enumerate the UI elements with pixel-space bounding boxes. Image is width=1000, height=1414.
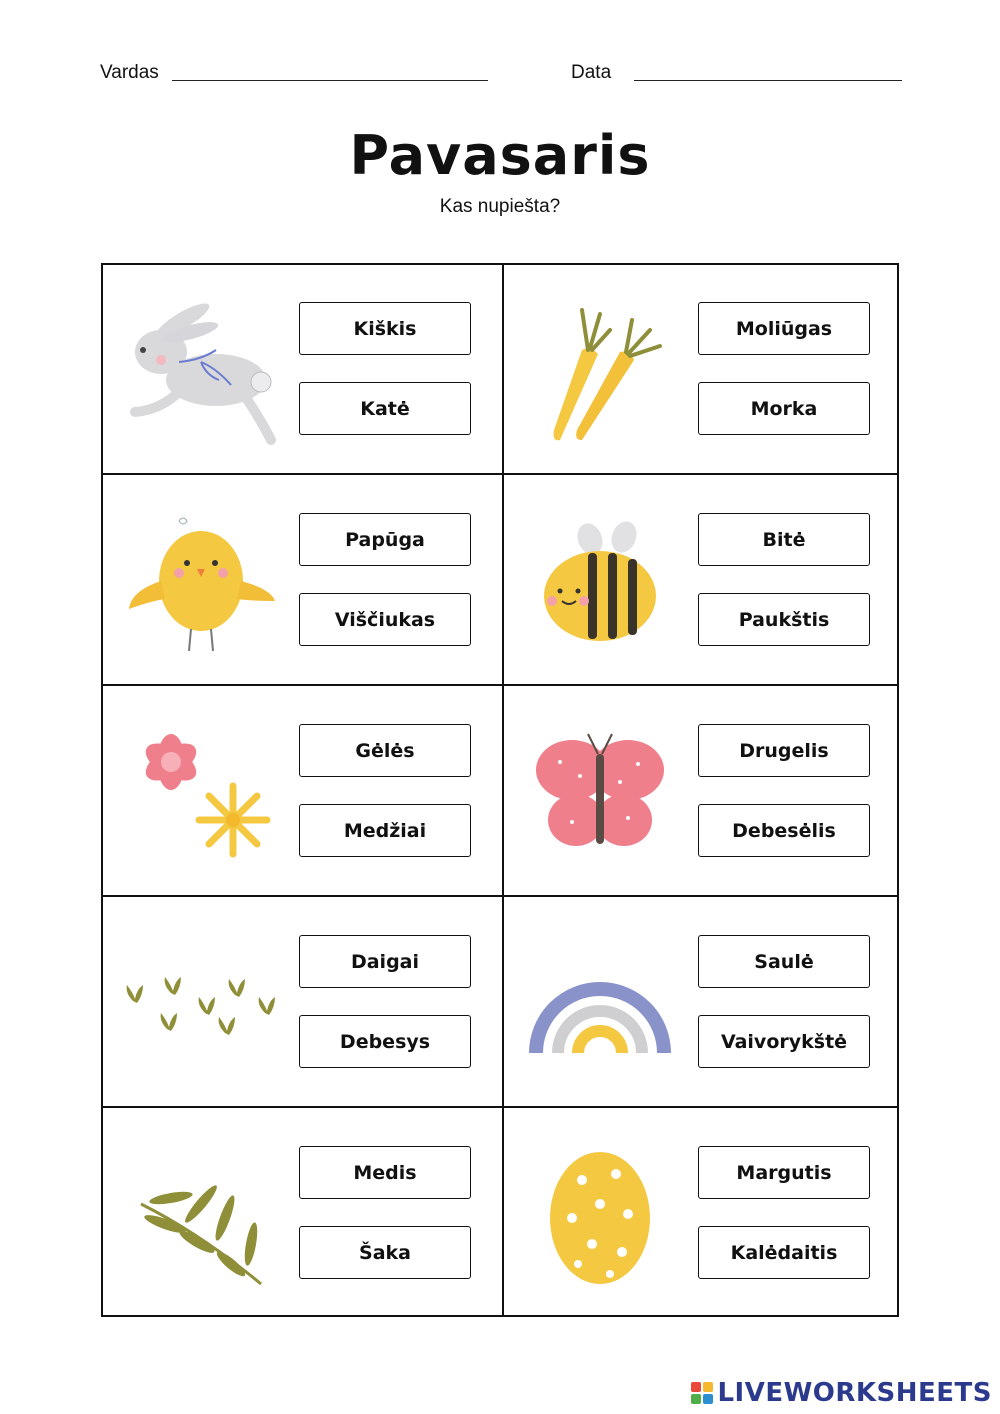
easter-egg-icon	[520, 1134, 680, 1294]
quiz-cell-butterfly	[502, 687, 901, 898]
date-line[interactable]	[634, 80, 902, 81]
liveworksheets-logo[interactable]	[691, 1378, 992, 1408]
quiz-cell-sprouts	[103, 898, 502, 1109]
bee-icon	[520, 501, 680, 661]
option-button[interactable]: Katė	[299, 382, 471, 435]
option-button[interactable]: Debesėlis	[698, 804, 870, 857]
butterfly-icon	[520, 712, 680, 872]
option-button[interactable]: Moliūgas	[698, 302, 870, 355]
quiz-cell-carrot	[502, 265, 901, 476]
option-button[interactable]: Morka	[698, 382, 870, 435]
option-button[interactable]: Drugelis	[698, 724, 870, 777]
option-button[interactable]: Margutis	[698, 1146, 870, 1199]
sprouts-icon	[121, 923, 281, 1083]
date-label: Data	[571, 62, 612, 83]
branch-icon	[121, 1134, 281, 1294]
option-button[interactable]: Medžiai	[299, 804, 471, 857]
date-field	[571, 62, 611, 84]
page-title: Pavasaris	[349, 124, 651, 187]
page-subtitle: Kas nupiešta?	[439, 196, 561, 217]
name-label: Vardas	[100, 62, 159, 83]
option-button[interactable]: Kalėdaitis	[698, 1226, 870, 1279]
rainbow-icon	[520, 923, 680, 1083]
flowers-icon	[121, 712, 281, 872]
option-button[interactable]: Vaivorykštė	[698, 1015, 870, 1068]
rabbit-icon	[121, 290, 281, 450]
option-button[interactable]: Šaka	[299, 1226, 471, 1279]
name-line[interactable]	[172, 80, 488, 81]
quiz-cell-flowers	[103, 687, 502, 898]
brand-name: LIVEWORKSHEETS	[717, 1378, 992, 1408]
quiz-cell-rabbit	[103, 265, 502, 476]
chick-icon	[121, 501, 281, 661]
quiz-cell-rainbow	[502, 898, 901, 1109]
option-button[interactable]: Kiškis	[299, 302, 471, 355]
option-button[interactable]: Saulė	[698, 935, 870, 988]
option-button[interactable]: Bitė	[698, 513, 870, 566]
option-button[interactable]: Debesys	[299, 1015, 471, 1068]
option-button[interactable]: Viščiukas	[299, 593, 471, 646]
name-field	[100, 62, 159, 84]
option-button[interactable]: Daigai	[299, 935, 471, 988]
option-button[interactable]: Papūga	[299, 513, 471, 566]
quiz-cell-chick	[103, 476, 502, 687]
quiz-cell-egg	[502, 1109, 901, 1320]
quiz-cell-branch	[103, 1109, 502, 1320]
quiz-cell-bee	[502, 476, 901, 687]
option-button[interactable]: Paukštis	[698, 593, 870, 646]
carrot-icon	[520, 290, 680, 450]
option-button[interactable]: Medis	[299, 1146, 471, 1199]
quiz-grid	[101, 263, 899, 1317]
option-button[interactable]: Gėlės	[299, 724, 471, 777]
brand-logo-icon	[691, 1382, 713, 1404]
